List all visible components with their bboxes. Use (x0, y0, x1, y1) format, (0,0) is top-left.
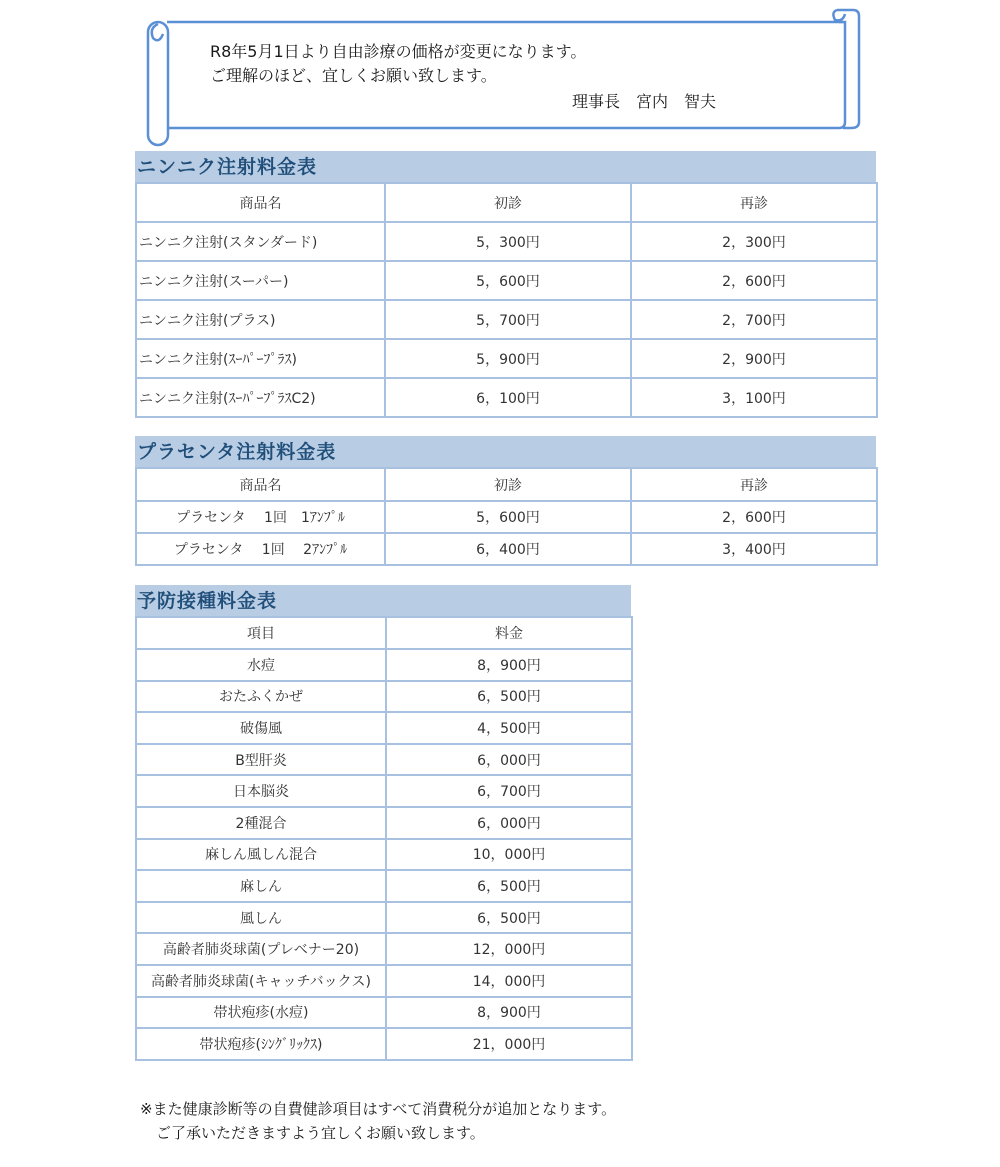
vaccine-price: 6，000円 (386, 744, 632, 776)
vaccine-name: 高齢者肺炎球菌(プレベナー20) (136, 933, 386, 965)
table-row (136, 649, 632, 681)
product-name: ニンニク注射(スタンダード) (136, 222, 385, 261)
repeat-visit-price: 2，600円 (631, 261, 877, 300)
notice-line-1: R8年5月1日より自由診療の価格が変更になります。 (210, 42, 587, 61)
repeat-visit-price: 3，400円 (631, 533, 877, 565)
header-repeat-visit: 再診 (631, 183, 877, 222)
footer-note (140, 1097, 616, 1145)
vaccine-price: 6，700円 (386, 775, 632, 807)
first-visit-price: 5，600円 (385, 261, 631, 300)
vaccine-name: おたふくかぜ (136, 681, 386, 713)
placenta-section (135, 436, 876, 566)
product-name: プラセンタ 1回 2ｱﾝﾌﾟﾙ (136, 533, 385, 565)
vaccine-price-table (135, 616, 633, 1061)
header-repeat-visit: 再診 (631, 468, 877, 501)
table-row (136, 775, 632, 807)
product-name: ニンニク注射(プラス) (136, 300, 385, 339)
table-header-row (136, 617, 632, 649)
repeat-visit-price: 2，900円 (631, 339, 877, 378)
table-row (136, 807, 632, 839)
first-visit-price: 6，100円 (385, 378, 631, 417)
notice-text (210, 40, 717, 111)
notice-signature: 理事長 宮内 智夫 (572, 92, 717, 111)
vaccine-name: 帯状疱疹(水痘) (136, 997, 386, 1029)
vaccine-price: 10，000円 (386, 839, 632, 871)
vaccine-section (135, 585, 631, 1061)
notice-line-2: ご理解のほど、宜しくお願い致します。 (210, 66, 497, 85)
vaccine-price: 6，500円 (386, 681, 632, 713)
first-visit-price: 6，400円 (385, 533, 631, 565)
repeat-visit-price: 3，100円 (631, 378, 877, 417)
footer-line-1: ※また健康診断等の自費健診項目はすべて消費税分が追加となります。 (140, 1100, 617, 1118)
product-name: プラセンタ 1回 1ｱﾝﾌﾟﾙ (136, 501, 385, 533)
product-name: ニンニク注射(スーパー) (136, 261, 385, 300)
vaccine-price: 6，000円 (386, 807, 632, 839)
header-price: 料金 (386, 617, 632, 649)
table-row (136, 712, 632, 744)
ninniku-price-table (135, 182, 878, 418)
table-row (136, 339, 877, 378)
vaccine-name: 風しん (136, 902, 386, 934)
ninniku-title: ニンニク注射料金表 (135, 151, 876, 182)
header-first-visit: 初診 (385, 468, 631, 501)
vaccine-name: 2種混合 (136, 807, 386, 839)
table-row (136, 501, 877, 533)
first-visit-price: 5，600円 (385, 501, 631, 533)
repeat-visit-price: 2，600円 (631, 501, 877, 533)
first-visit-price: 5，700円 (385, 300, 631, 339)
table-row (136, 744, 632, 776)
table-row (136, 965, 632, 997)
vaccine-title: 予防接種料金表 (135, 585, 631, 616)
header-first-visit: 初診 (385, 183, 631, 222)
header-item: 項目 (136, 617, 386, 649)
table-row (136, 902, 632, 934)
table-row (136, 300, 877, 339)
placenta-price-table (135, 467, 878, 566)
first-visit-price: 5，900円 (385, 339, 631, 378)
vaccine-name: 麻しん風しん混合 (136, 839, 386, 871)
table-row (136, 261, 877, 300)
vaccine-name: 帯状疱疹(ｼﾝｸﾞﾘｯｸｽ) (136, 1028, 386, 1060)
vaccine-price: 6，500円 (386, 870, 632, 902)
footer-line-2: ご了承いただきますよう宜しくお願い致します。 (156, 1124, 485, 1142)
table-row (136, 839, 632, 871)
vaccine-name: 日本脳炎 (136, 775, 386, 807)
table-row (136, 378, 877, 417)
table-row (136, 1028, 632, 1060)
vaccine-price: 8，900円 (386, 997, 632, 1029)
table-header-row (136, 183, 877, 222)
vaccine-price: 6，500円 (386, 902, 632, 934)
header-product-name: 商品名 (136, 183, 385, 222)
repeat-visit-price: 2，300円 (631, 222, 877, 261)
vaccine-price: 4，500円 (386, 712, 632, 744)
table-row (136, 933, 632, 965)
header-product-name: 商品名 (136, 468, 385, 501)
first-visit-price: 5，300円 (385, 222, 631, 261)
vaccine-name: 破傷風 (136, 712, 386, 744)
repeat-visit-price: 2，700円 (631, 300, 877, 339)
product-name: ニンニク注射(ｽｰﾊﾟｰﾌﾟﾗｽC2) (136, 378, 385, 417)
table-header-row (136, 468, 877, 501)
vaccine-price: 12，000円 (386, 933, 632, 965)
table-row (136, 870, 632, 902)
vaccine-price: 14，000円 (386, 965, 632, 997)
vaccine-name: 水痘 (136, 649, 386, 681)
table-row (136, 681, 632, 713)
table-row (136, 997, 632, 1029)
vaccine-name: 高齢者肺炎球菌(キャッチバックス) (136, 965, 386, 997)
product-name: ニンニク注射(ｽｰﾊﾟｰﾌﾟﾗｽ) (136, 339, 385, 378)
table-row (136, 222, 877, 261)
vaccine-name: 麻しん (136, 870, 386, 902)
vaccine-name: B型肝炎 (136, 744, 386, 776)
placenta-title: プラセンタ注射料金表 (135, 436, 876, 467)
table-row (136, 533, 877, 565)
vaccine-price: 8，900円 (386, 649, 632, 681)
ninniku-section (135, 151, 876, 418)
vaccine-price: 21，000円 (386, 1028, 632, 1060)
